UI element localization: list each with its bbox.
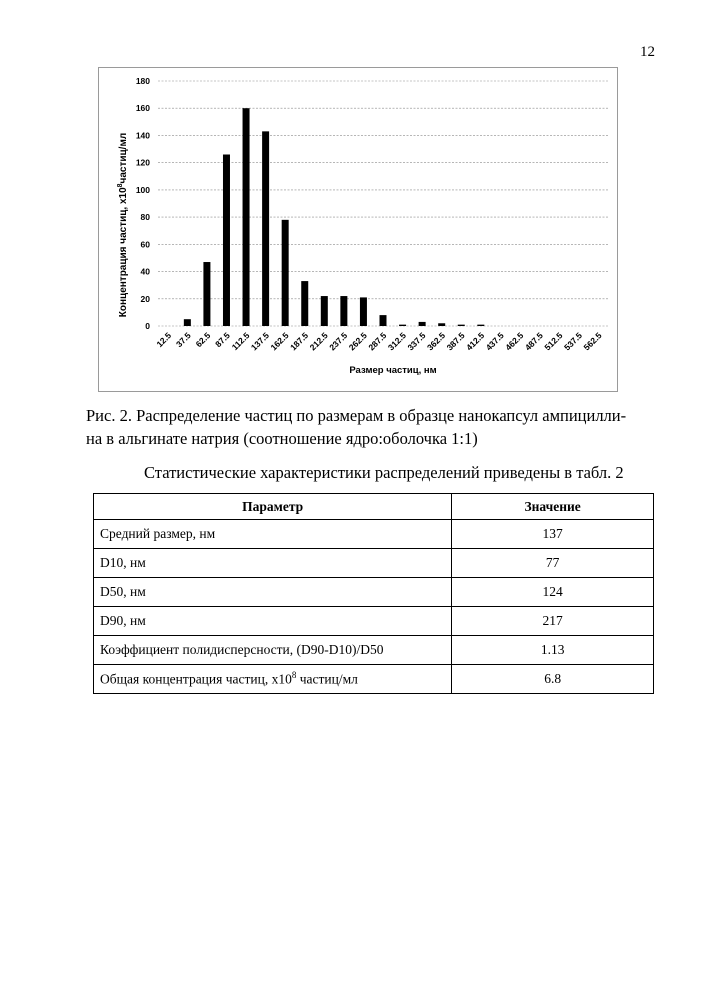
x-tick-label: 287.5: [366, 330, 388, 352]
row-param: D90, нм: [94, 607, 452, 636]
x-tick-label: 437.5: [484, 330, 506, 352]
bar: [380, 315, 387, 326]
bar: [419, 322, 426, 326]
x-tick-label: 87.5: [213, 330, 232, 349]
x-tick-label: 112.5: [230, 330, 252, 352]
bar: [243, 108, 250, 326]
row-param-prefix: Общая концентрация частиц, x10: [100, 672, 292, 687]
y-tick-label: 160: [136, 103, 150, 113]
bar: [438, 323, 445, 326]
x-tick-label: 487.5: [523, 330, 545, 352]
bar: [477, 325, 484, 326]
x-tick-label: 462.5: [503, 330, 525, 352]
x-tick-label: 262.5: [347, 330, 369, 352]
bar: [282, 220, 289, 326]
y-tick-label: 140: [136, 130, 150, 140]
row-param-exp: 8: [292, 670, 297, 680]
x-tick-label: 237.5: [327, 330, 349, 352]
y-axis-label-main: Концентрация частиц, x10: [118, 187, 129, 317]
x-tick-label: 537.5: [562, 330, 584, 352]
x-tick-label: 62.5: [194, 330, 213, 349]
table-row: [94, 578, 654, 607]
x-tick-label: 387.5: [445, 330, 467, 352]
table-row: [94, 549, 654, 578]
bar: [340, 296, 347, 326]
y-tick-label: 180: [136, 76, 150, 86]
caption-line-2: на в альгинате натрия (соотношение ядро:оболочка 1:1): [86, 427, 666, 450]
row-value: 1.13: [452, 636, 654, 665]
bar: [262, 131, 269, 326]
row-param-suffix: частиц/мл: [296, 672, 358, 687]
bar: [301, 281, 308, 326]
x-tick-label: 337.5: [405, 330, 427, 352]
y-axis-label: [117, 133, 129, 317]
row-value: 6.8: [452, 665, 654, 694]
y-tick-label: 40: [141, 267, 151, 277]
particle-size-bar-chart: [98, 67, 618, 392]
x-tick-label: 162.5: [268, 330, 290, 352]
page-number: 12: [640, 44, 655, 61]
statistics-table: [93, 493, 654, 694]
x-tick-label: 562.5: [582, 330, 604, 352]
x-tick-label: 37.5: [174, 330, 193, 349]
table-row: [94, 636, 654, 665]
x-axis-label: Размер частиц, нм: [349, 365, 436, 376]
row-param: [94, 665, 452, 694]
y-tick-label: 0: [145, 321, 150, 331]
table-intro: Статистические характеристики распределений приведены в табл. 2: [144, 463, 624, 483]
row-param: D10, нм: [94, 549, 452, 578]
bar: [203, 262, 210, 326]
y-axis-label-exp: 8: [117, 183, 124, 187]
row-value: 137: [452, 520, 654, 549]
caption-line-1: Рис. 2. Распределение частиц по размерам в образце нанокапсул ампицилли-: [86, 404, 666, 427]
table-row: [94, 665, 654, 694]
y-axis-label-tail: частиц/мл: [118, 133, 129, 184]
y-tick-label: 80: [141, 212, 151, 222]
row-value: 77: [452, 549, 654, 578]
bar: [458, 325, 465, 326]
y-tick-label: 20: [141, 294, 151, 304]
x-tick-label: 512.5: [542, 330, 564, 352]
y-tick-label: 100: [136, 185, 150, 195]
x-tick-label: 312.5: [386, 330, 408, 352]
row-param: Средний размер, нм: [94, 520, 452, 549]
header-value: Значение: [452, 494, 654, 520]
x-tick-label: 212.5: [308, 330, 330, 352]
bar: [223, 155, 230, 327]
bar: [321, 296, 328, 326]
y-tick-label: 120: [136, 158, 150, 168]
table-header-row: [94, 494, 654, 520]
figure-caption: [86, 404, 666, 450]
table-row: [94, 607, 654, 636]
header-param: Параметр: [94, 494, 452, 520]
table-row: [94, 520, 654, 549]
row-value: 124: [452, 578, 654, 607]
x-tick-label: 12.5: [154, 330, 173, 349]
x-tick-label: 187.5: [288, 330, 310, 352]
bar: [399, 325, 406, 326]
x-tick-label: 137.5: [249, 330, 271, 352]
x-tick-label: 362.5: [425, 330, 447, 352]
bar: [360, 297, 367, 326]
row-value: 217: [452, 607, 654, 636]
bar: [184, 319, 191, 326]
y-tick-label: 60: [141, 239, 151, 249]
row-param: D50, нм: [94, 578, 452, 607]
x-tick-label: 412.5: [464, 330, 486, 352]
row-param: Коэффициент полидисперсности, (D90-D10)/D50: [94, 636, 452, 665]
